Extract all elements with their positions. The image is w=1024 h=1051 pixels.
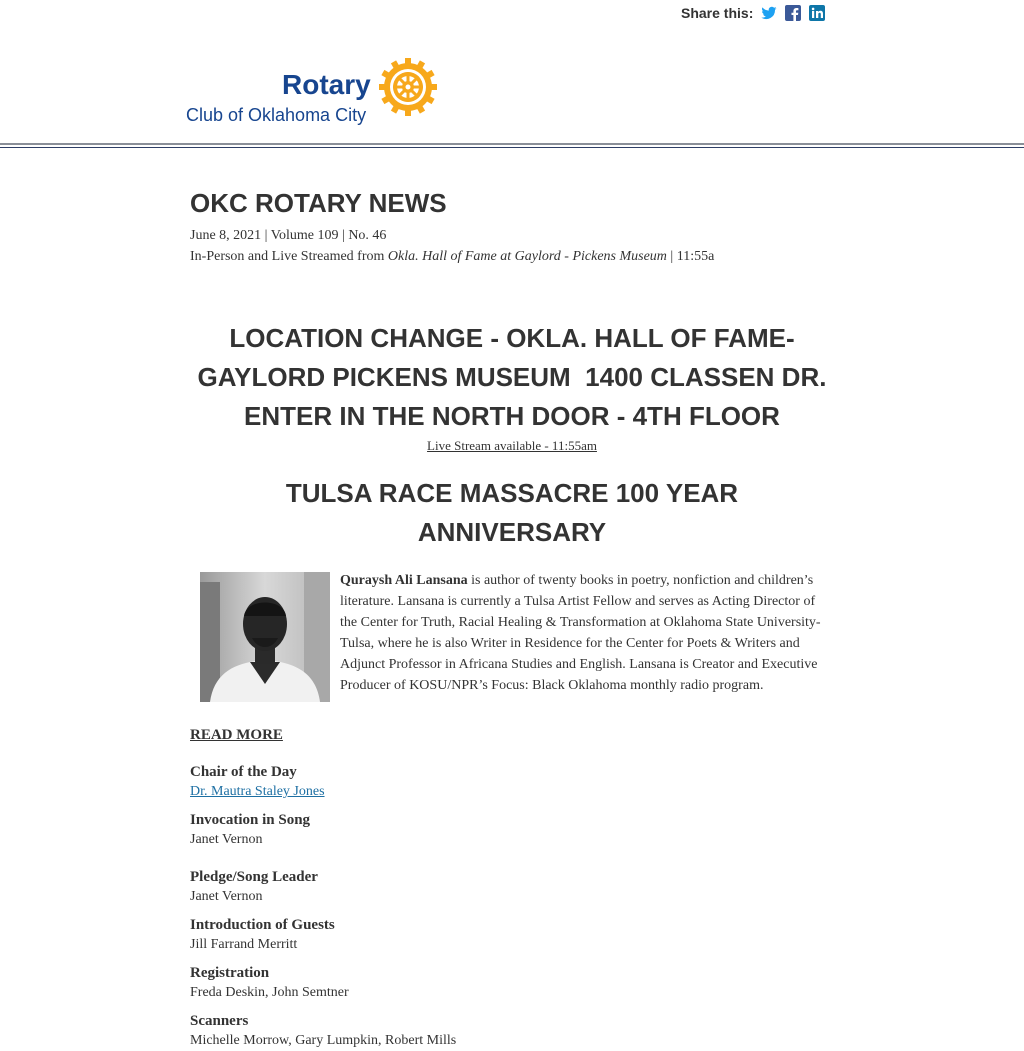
role-pledge — [190, 867, 834, 907]
role-label: Pledge/Song Leader — [190, 869, 318, 885]
role-value: Freda Deskin, John Semtner — [190, 985, 349, 1000]
location-prefix: In-Person and Live Streamed from — [190, 249, 388, 264]
newsletter-body — [190, 187, 834, 1051]
bio-body: is author of twenty books in poetry, nonfiction and children’s literature. Lansana is currently a Tulsa Artist Fellow and serves as Acting Director of the Center for Truth, Racial Healing & Transformation at Oklahoma State University-Tulsa, where he is also Writer in Residence for the Center for Poets & Writers and Adjunct Professor in Africana Studies and English. Lansana is Creator and Executive Producer of KOSU/NPR’s Focus: Black Oklahoma monthly radio program. — [340, 573, 821, 693]
linkedin-icon[interactable] — [809, 5, 825, 21]
role-label: Chair of the Day — [190, 764, 297, 780]
role-invocation — [190, 810, 834, 850]
feature-title-line-1: TULSA RACE MASSACRE 100 YEAR — [285, 478, 739, 508]
share-bar — [681, 3, 825, 23]
newsletter-title: OKC ROTARY NEWS — [190, 188, 447, 218]
rotary-logo[interactable] — [186, 57, 438, 129]
role-guests — [190, 915, 834, 955]
issue-meta — [190, 225, 834, 267]
location-line — [190, 246, 834, 267]
role-label: Introduction of Guests — [190, 917, 335, 933]
role-chair — [190, 762, 834, 802]
speaker-bio — [190, 570, 834, 720]
announcement-line-1: LOCATION CHANGE - OKLA. HALL OF FAME- — [229, 323, 795, 353]
role-label: Registration — [190, 965, 270, 981]
speaker-name: Quraysh Ali Lansana — [340, 573, 468, 588]
logo-subtitle: Club of Oklahoma City — [186, 105, 367, 125]
role-scanners — [190, 1011, 834, 1051]
announcement-line-3: ENTER IN THE NORTH DOOR - 4TH FLOOR — [244, 401, 780, 431]
feature-title — [190, 474, 834, 552]
read-more-link[interactable]: READ MORE — [190, 727, 283, 743]
speaker-photo — [200, 572, 330, 702]
role-label: Invocation in Song — [190, 812, 311, 828]
announcement-line-2: GAYLORD PICKENS MUSEUM 1400 CLASSEN DR. — [197, 362, 827, 392]
role-value: Michelle Morrow, Gary Lumpkin, Robert Mills — [190, 1033, 457, 1048]
share-label: Share this: — [681, 5, 754, 21]
twitter-icon[interactable] — [761, 5, 777, 21]
logo-wordmark: Rotary — [282, 69, 371, 100]
rotary-wheel-icon — [378, 57, 438, 117]
location-venue: Okla. Hall of Fame at Gaylord - Pickens Museum — [387, 249, 667, 264]
issue-line: June 8, 2021 | Volume 109 | No. 46 — [190, 228, 387, 243]
location-announcement — [190, 319, 834, 436]
role-value: Janet Vernon — [190, 889, 263, 904]
location-time: | 11:55a — [666, 249, 715, 264]
chair-of-day-link[interactable]: Dr. Mautra Staley Jones — [190, 784, 325, 799]
live-stream-link[interactable]: Live Stream available - 11:55am — [427, 438, 597, 453]
role-registration — [190, 963, 834, 1003]
header-divider — [0, 143, 1024, 145]
bio-text — [340, 570, 830, 696]
role-value: Janet Vernon — [190, 832, 263, 847]
role-label: Scanners — [190, 1013, 249, 1029]
facebook-icon[interactable] — [785, 5, 801, 21]
role-value: Jill Farrand Merritt — [190, 937, 298, 952]
header-divider-secondary — [0, 147, 1024, 148]
feature-title-line-2: ANNIVERSARY — [417, 517, 607, 547]
